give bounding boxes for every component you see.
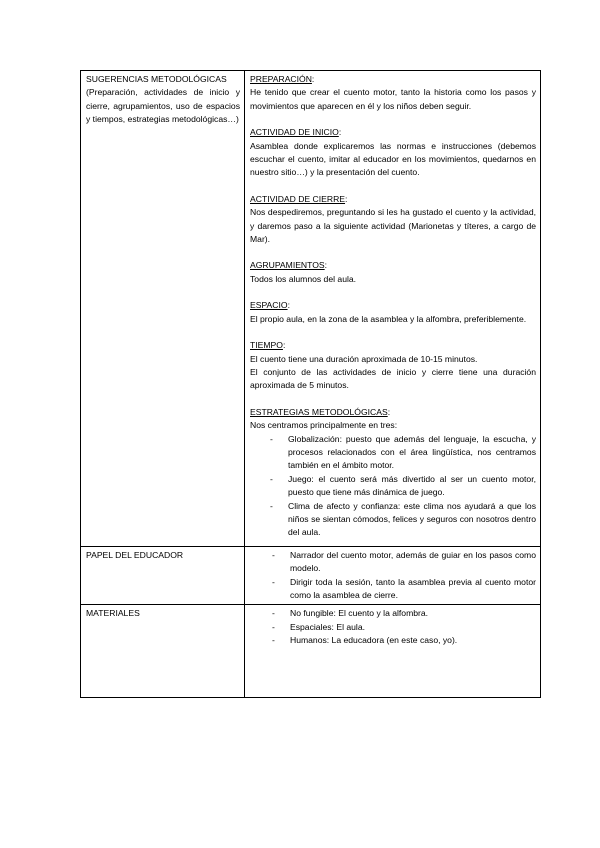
cierre-heading: ACTIVIDAD DE CIERRE — [250, 193, 346, 204]
sugerencias-description: (Preparación, actividades de inicio y cierre, agrupamientos, uso de espacios y tiempos, estrategias metodológicas…) — [86, 87, 240, 125]
sugerencias-label-cell — [81, 71, 245, 547]
papel-title: PAPEL DEL EDUCADOR — [86, 549, 184, 560]
inicio-text: Asamblea donde explicaremos las normas e instrucciones (debemos escuchar el cuento, imitar al educador en los movimientos, quedarnos en nuestro sitio…) y la presentación del cuento. — [250, 140, 536, 178]
materiales-list — [250, 607, 536, 647]
papel-list — [250, 549, 536, 603]
estrategias-list — [250, 433, 536, 540]
section-estrategias: ESTRATEGIAS METODOLÓGICAS: Nos centramos principalmente en tres: - Globalización: puesto que además del lenguaje, la escucha, y procesos relacionados con el área lingüística, nos centramos también en el ámbito motor. - Juego: el cuento será más divertido al ser un cuento motor, puesto que tiene más dinámica de juego. - Clima de afecto y confianza: este clima nos ayudará a que los niños se sientan cómodos, felices y seguros con nosotros dentro del aula. — [250, 406, 536, 540]
section-espacio: ESPACIO: El propio aula, en la zona de la asamblea y la alfombra, preferiblemente. — [250, 299, 536, 326]
agrupamientos-heading: AGRUPAMIENTOS — [250, 260, 325, 271]
list-item: - No fungible: El cuento y la alfombra. — [250, 607, 536, 620]
materiales-label-cell — [81, 605, 245, 698]
agrupamientos-text: Todos los alumnos del aula. — [250, 273, 357, 284]
list-item: - Humanos: La educadora (en este caso, yo). — [250, 634, 536, 647]
sugerencias-title: SUGERENCIAS METODOLÓGICAS — [86, 74, 227, 84]
section-agrupamientos: AGRUPAMIENTOS: Todos los alumnos del aula. — [250, 259, 536, 286]
estrategias-intro: Nos centramos principalmente en tres: — [250, 420, 398, 431]
section-cierre: ACTIVIDAD DE CIERRE: Nos despediremos, preguntando si les ha gustado el cuento y la actividad, y daremos paso a la siguiente actividad (Marionetas y títeres, a cargo de Mar). — [250, 193, 536, 247]
row-papel-educador — [81, 546, 541, 605]
materiales-content-cell — [245, 605, 541, 698]
tiempo-text-2: El conjunto de las actividades de inicio y cierre tiene una duración aproximada de 5 minutos. — [250, 366, 536, 391]
methodology-table — [80, 70, 541, 698]
tiempo-text-1: El cuento tiene una duración aproximada de 10-15 minutos. — [250, 353, 478, 364]
cierre-text: Nos despediremos, preguntando si les ha gustado el cuento y la actividad, y daremos paso a la siguiente actividad (Marionetas y títeres, a cargo de Mar). — [250, 207, 536, 245]
list-item: - Narrador del cuento motor, además de guiar en los pasos como modelo. — [250, 549, 536, 576]
section-inicio: ACTIVIDAD DE INICIO: Asamblea donde explicaremos las normas e instrucciones (debemos escuchar el cuento, imitar al educador en los movimientos, quedarnos en nuestro sitio…) y la presentación del cuento. — [250, 126, 536, 180]
materiales-title: MATERIALES — [86, 608, 140, 619]
espacio-heading: ESPACIO — [250, 300, 288, 311]
papel-label-cell — [81, 546, 245, 605]
espacio-text: El propio aula, en la zona de la asamblea y la alfombra, preferiblemente. — [250, 313, 527, 324]
section-preparacion: PREPARACIÓN: He tenido que crear el cuento motor, tanto la historia como los pasos y movimientos que aparecen en él y los niños deben seguir. — [250, 73, 536, 113]
list-item: - Juego: el cuento será más divertido al ser un cuento motor, puesto que tiene más dinámica de juego. — [250, 473, 536, 500]
list-item: - Globalización: puesto que además del lenguaje, la escucha, y procesos relacionados con el área lingüística, nos centramos también en el ámbito motor. — [250, 433, 536, 473]
list-item: - Espaciales: El aula. — [250, 621, 536, 634]
inicio-heading: ACTIVIDAD DE INICIO — [250, 127, 339, 138]
preparacion-heading: PREPARACIÓN — [250, 74, 312, 84]
estrategias-heading: ESTRATEGIAS METODOLÓGICAS — [250, 406, 388, 417]
preparacion-text: He tenido que crear el cuento motor, tanto la historia como los pasos y movimientos que aparecen en él y los niños deben seguir. — [250, 87, 536, 111]
section-tiempo: TIEMPO: El cuento tiene una duración aproximada de 10-15 minutos. El conjunto de las actividades de inicio y cierre tiene una duración aproximada de 5 minutos. — [250, 339, 536, 393]
papel-content-cell — [245, 546, 541, 605]
sugerencias-content-cell — [245, 71, 541, 547]
row-materiales — [81, 605, 541, 698]
list-item: - Clima de afecto y confianza: este clima nos ayudará a que los niños se sientan cómodos, felices y seguros con nosotros dentro del aula. — [250, 500, 536, 540]
row-sugerencias — [81, 71, 541, 547]
tiempo-heading: TIEMPO — [250, 340, 283, 351]
list-item: - Dirigir toda la sesión, tanto la asamblea previa al cuento motor como la asamblea de cierre. — [250, 576, 536, 603]
